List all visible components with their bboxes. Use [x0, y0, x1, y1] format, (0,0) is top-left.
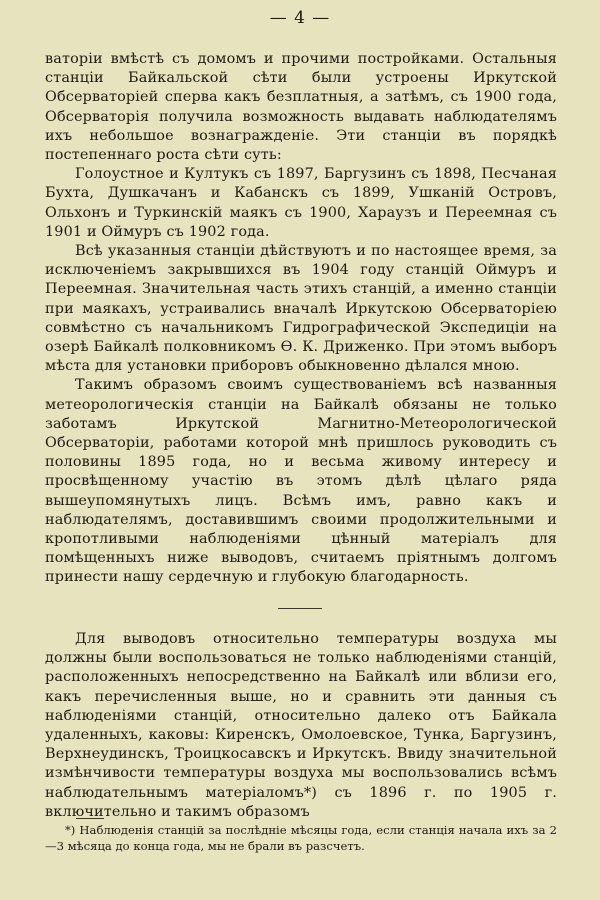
- footnote-text: *) Наблюденія станцій за послѣдніе мѣсяцы года, если станція начала ихъ за 2—3 мѣсяца до конца года, мы не брали въ разсчетъ.: [45, 823, 557, 853]
- paragraph-2: Голоустное и Култукъ съ 1897, Баргузинъ съ 1898, Песчаная Бухта, Душкачанъ и Кабанскъ съ 1899, Ушканій Островъ, Ольхонъ и Туркинскій маякъ съ 1900, Хараузъ и Переемная съ 1901 и Оймуръ съ 1902 года.: [45, 166, 557, 240]
- footnote-rule: [76, 818, 104, 819]
- section-divider: [278, 608, 322, 609]
- paragraph-3: Всѣ указанныя станціи дѣйствуютъ и по настоящее время, за исключеніемъ закрывшихся въ 1904 году станцій Оймуръ и Переемная. Значительная часть этихъ станцій, а именно станціи при маякахъ, устраивались вначалѣ Иркутскою Обсерваторіею совмѣстно съ начальникомъ Гидрографической Экспедиціи на озерѣ Байкалѣ полковникомъ Ѳ. К. Дриженко. При этомъ выборъ мѣста для установки приборовъ обыкновенно дѣлался мною.: [45, 243, 557, 375]
- footnote: [45, 822, 557, 854]
- text-block-stations: [45, 50, 557, 588]
- text-block-temperature: [45, 630, 557, 822]
- paragraph-5: Для выводовъ относительно температуры воздуха мы должны были воспользоваться не только наблюденіями станцій, расположенныхъ непосредственно на Байкалѣ или вблизи его, какъ перечисленныя выше, но и сравнить эти данныя съ наблюденіями станцій, относительно далеко отъ Байкала удаленныхъ, каковы: Киренскъ, Омолоевское, Тунка, Баргузинъ, Верхнеудинскъ, Троицкосавскъ и Иркутскъ. Ввиду значительной измѣнчивости температуры воздуха мы воспользовались всѣмъ наблюдательнымъ матеріаломъ*) съ 1896 г. по 1905 г. включительно и такимъ образомъ: [45, 631, 557, 820]
- page-number: — 4 —: [269, 8, 331, 28]
- paragraph-1: ваторіи вмѣстѣ съ домомъ и прочими постройками. Остальныя станціи Байкальской сѣти были устроены Иркутской Обсерваторіей сперва какъ безплатныя, а затѣмъ, съ 1900 года, Обсерваторія получила возможность выдавать наблюдателямъ ихъ небольшое вознагражденіе. Эти станціи въ порядкѣ постепеннаго роста сѣти суть:: [45, 51, 557, 164]
- paragraph-4: Такимъ образомъ своимъ существованіемъ всѣ названныя метеорологическія станціи на Байкалѣ обязаны не только заботамъ Иркутской Магнитно-Метеорологической Обсерваторіи, работами которой мнѣ пришлось руководить съ половины 1895 года, но и весьма живому интересу и просвѣщенному участію въ этомъ дѣлѣ цѣлаго ряда вышеупомянутыхъ лицъ. Всѣмъ имъ, равно какъ и наблюдателямъ, доставившимъ своими продолжительными и кропотливыми наблюденіями цѣнный матеріалъ для помѣщенныхъ ниже выводовъ, считаемъ пріятнымъ долгомъ принести нашу сердечную и глубокую благодарность.: [45, 377, 557, 586]
